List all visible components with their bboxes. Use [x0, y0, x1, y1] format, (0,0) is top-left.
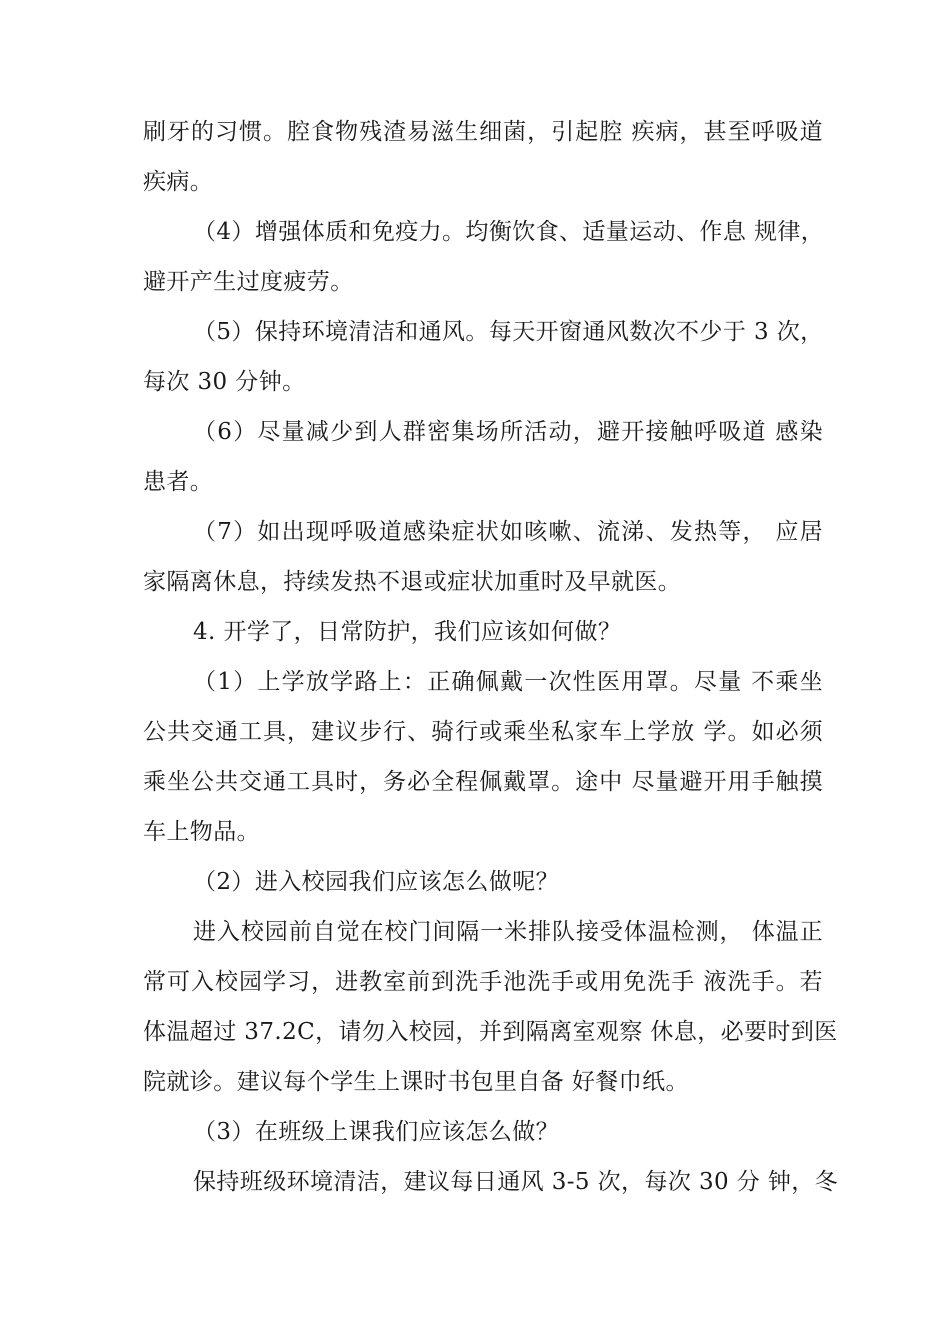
paragraph-line: 家隔离休息，持续发热不退或症状加重时及早就医。 — [143, 569, 682, 595]
list-item-2: （2）进入校园我们应该怎么做呢？ — [193, 869, 560, 895]
list-item-4: （4）增强体质和免疫力。均衡饮食、适量运动、作息 规律， — [193, 219, 825, 245]
paragraph-line: 每次 30 分钟。 — [143, 369, 306, 395]
list-item-1: （1）上学放学路上：正确佩戴一次性医用罩。尽量 不乘坐 — [193, 669, 823, 695]
paragraph-line: 患者。 — [143, 469, 214, 495]
paragraph-line: 进入校园前自觉在校门间隔一米排队接受体温检测， 体温正 — [193, 919, 823, 945]
list-item-5: （5）保持环境清洁和通风。每天开窗通风数次不少于 3 次， — [193, 319, 824, 345]
list-item-3: （3）在班级上课我们应该怎么做？ — [193, 1119, 560, 1145]
paragraph-line: 疾病。 — [143, 169, 214, 195]
paragraph-line: 常可入校园学习，进教室前到洗手池洗手或用免洗手 液洗手。若 — [143, 969, 823, 995]
list-item-6: （6）尽量减少到人群密集场所活动，避开接触呼吸道 感染 — [193, 419, 823, 445]
paragraph-line: 体温超过 37.2C，请勿入校园，并到隔离室观察 休息，必要时到医 — [143, 1019, 838, 1045]
paragraph-line: 刷牙的习惯。腔食物残渣易滋生细菌，引起腔 疾病，甚至呼吸道 — [143, 119, 823, 145]
paragraph-line: 车上物品。 — [143, 819, 260, 845]
paragraph-line: 院就诊。建议每个学生上课时书包里自备 好餐巾纸。 — [143, 1069, 689, 1095]
list-item-7: （7）如出现呼吸道感染症状如咳嗽、流涕、发热等， 应居 — [193, 519, 823, 545]
paragraph-line: 公共交通工具，建议步行、骑行或乘坐私家车上学放 学。如必须 — [143, 719, 823, 745]
section-heading-4: 4. 开学了，日常防护，我们应该如何做？ — [193, 619, 622, 645]
paragraph-line: 保持班级环境清洁，建议每日通风 3-5 次，每次 30 分 钟，冬 — [193, 1169, 839, 1195]
paragraph-line: 乘坐公共交通工具时，务必全程佩戴罩。途中 尽量避开用手触摸 — [143, 769, 823, 795]
paragraph-line: 避开产生过度疲劳。 — [143, 269, 354, 295]
